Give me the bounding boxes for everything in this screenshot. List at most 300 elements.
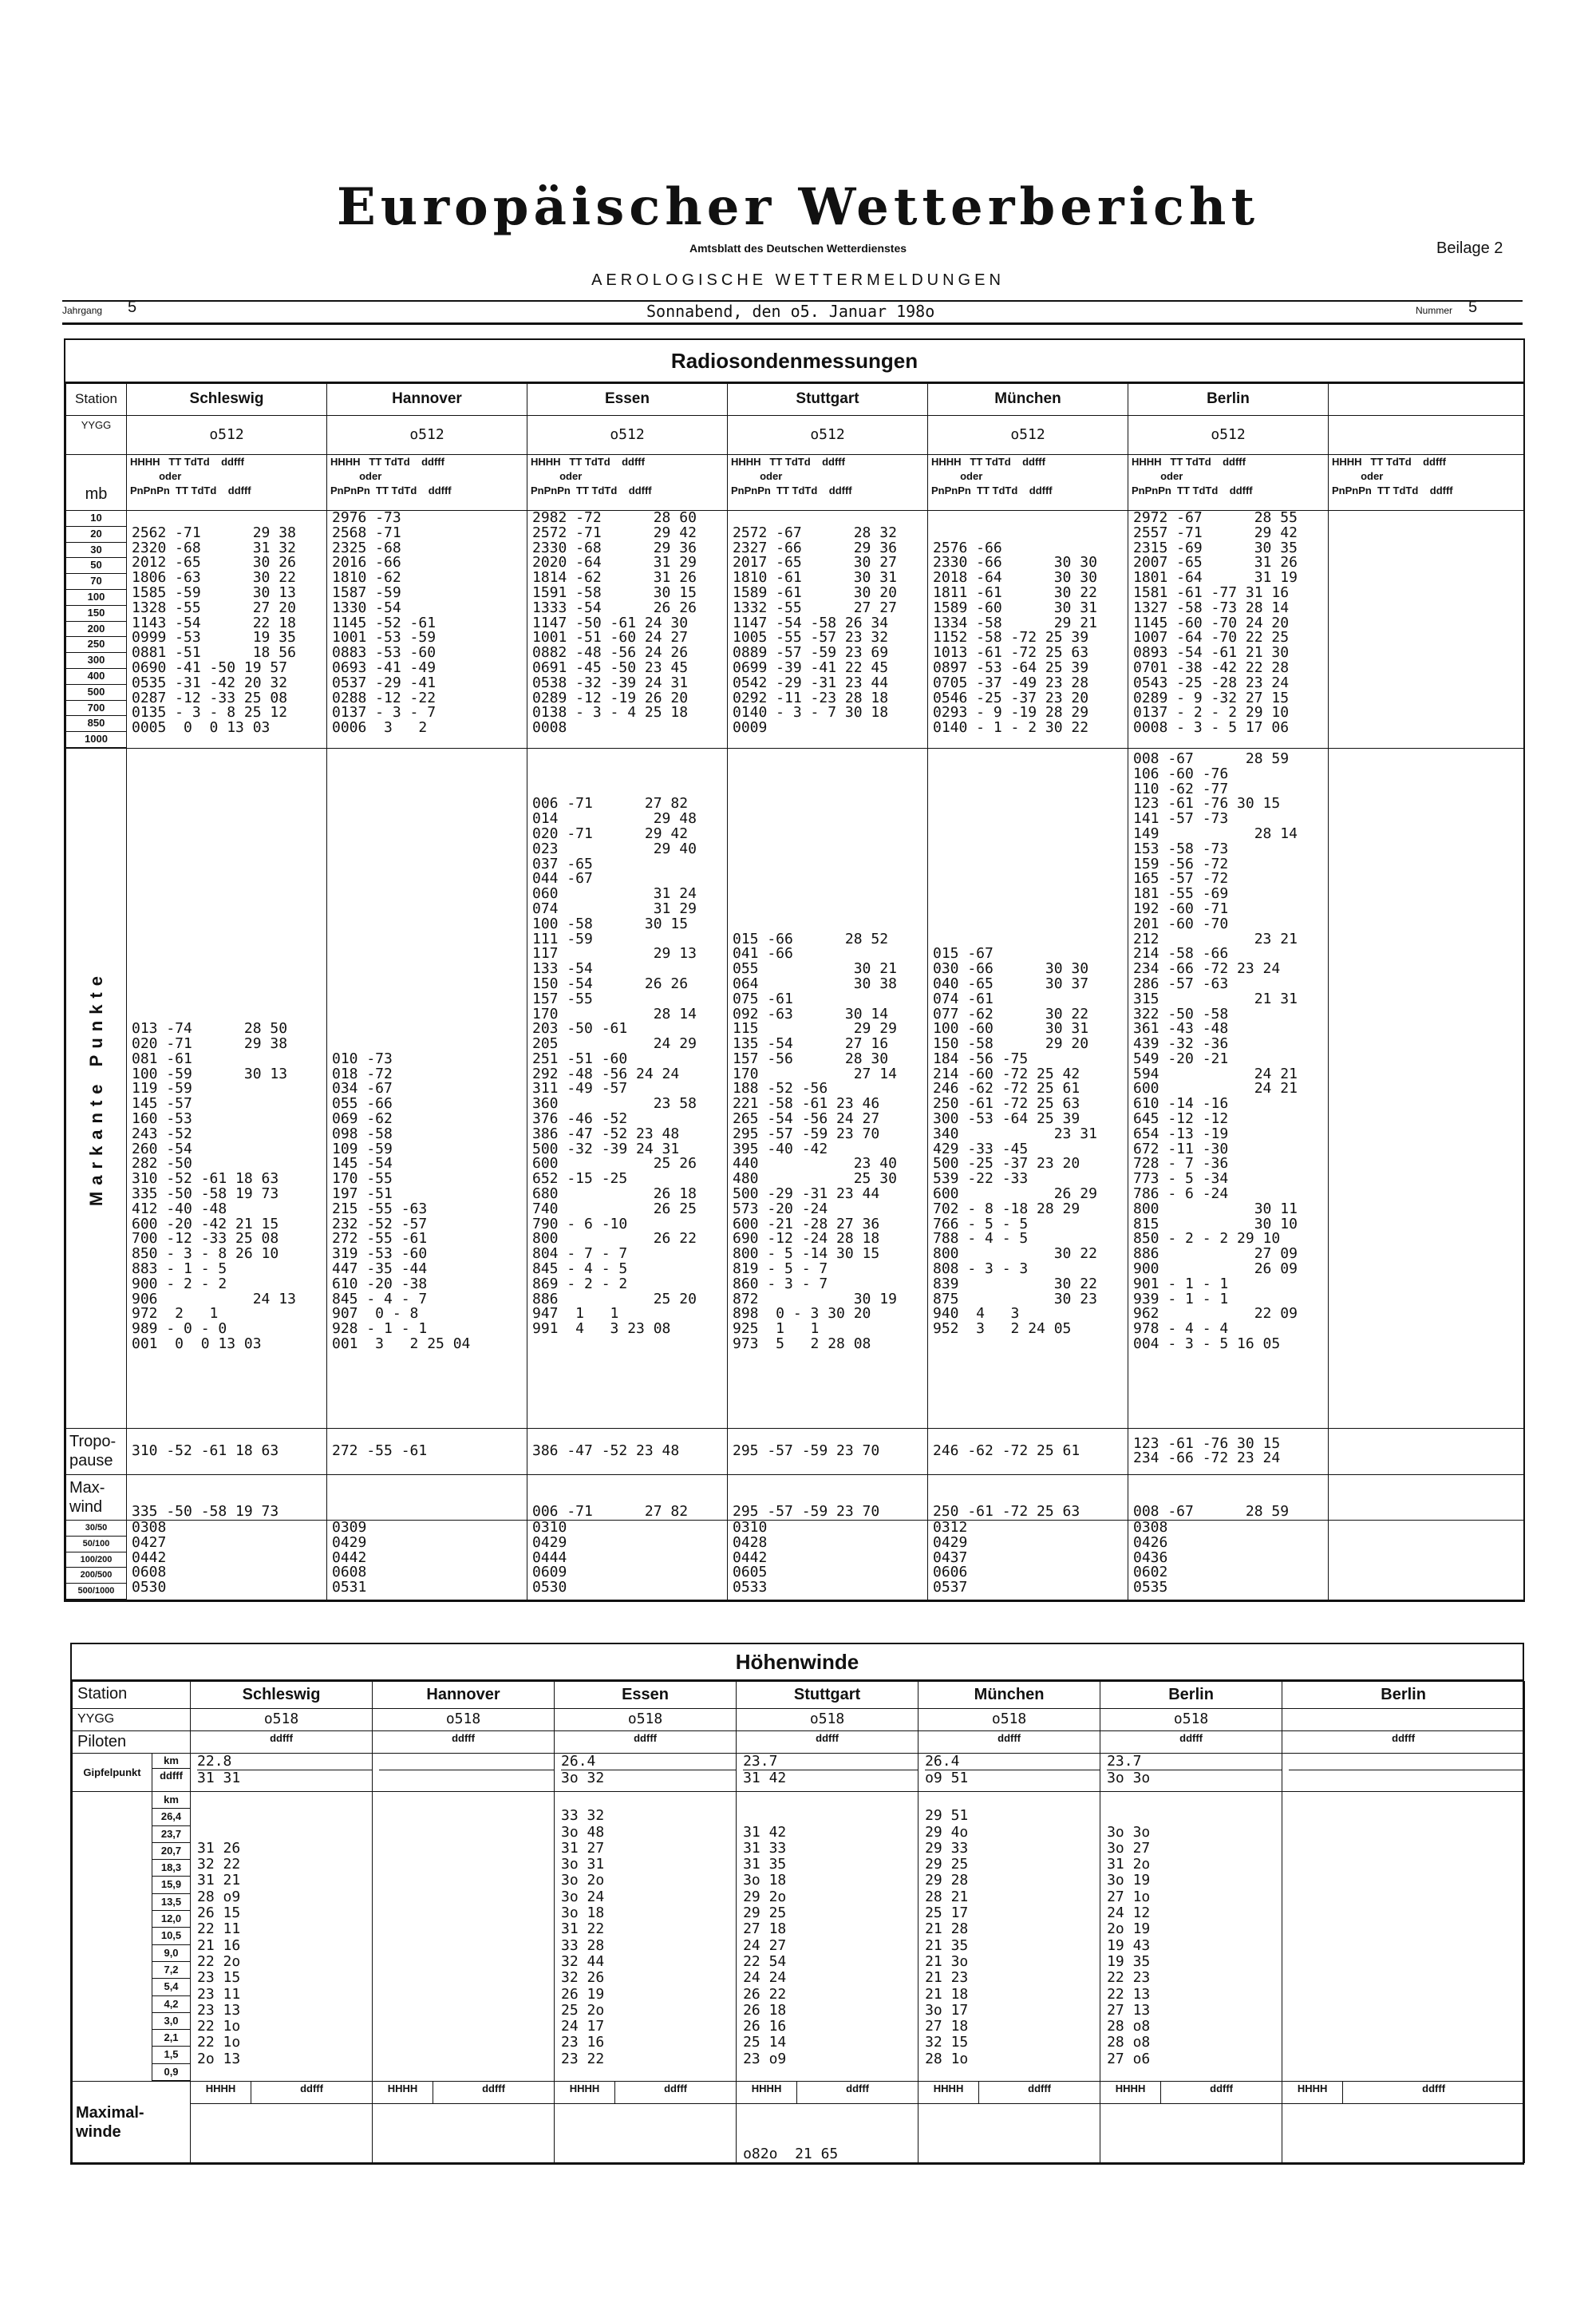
list-line: 27 13 bbox=[1107, 2001, 1151, 2019]
list-line: 1007 -64 -70 22 25 bbox=[1133, 629, 1290, 647]
list-line: 0437 bbox=[933, 1548, 968, 1566]
shear-values bbox=[728, 1520, 928, 1600]
list-line: 23 o9 bbox=[743, 2050, 787, 2067]
list-line bbox=[332, 797, 527, 812]
mb-label bbox=[66, 455, 127, 511]
column-header-line: PnPnPn TT TdTd ddfff bbox=[330, 485, 452, 496]
column-header-line: HHHH TT TdTd ddfff bbox=[931, 456, 1045, 468]
list-line: 0006 3 2 bbox=[332, 719, 428, 737]
km-level-list bbox=[152, 1809, 190, 2081]
list-line: 0008 - 3 - 5 17 06 bbox=[1133, 719, 1290, 737]
list-line: 18,3 bbox=[152, 1860, 190, 1877]
list-line: 1145 -52 -61 bbox=[332, 614, 437, 631]
list-line: 9,0 bbox=[152, 1945, 190, 1962]
list-line: 1330 -54 bbox=[332, 599, 401, 616]
list-line: 170 -55 bbox=[332, 1170, 393, 1188]
list-line bbox=[132, 827, 326, 842]
maxwind-header-row bbox=[73, 2082, 1525, 2104]
list-line: 201 -60 -70 bbox=[1133, 915, 1229, 932]
list-line: 32 15 bbox=[925, 2034, 969, 2051]
list-line: 1013 -61 -72 25 63 bbox=[933, 644, 1089, 662]
mb-text: mb bbox=[85, 485, 108, 503]
list-line: 0542 -29 -31 23 44 bbox=[733, 674, 889, 691]
list-line: 3o 48 bbox=[561, 1823, 605, 1841]
list-line: 989 - 0 - 0 bbox=[132, 1320, 227, 1338]
gipfel-values bbox=[1100, 1754, 1282, 1792]
station-name bbox=[1329, 384, 1524, 416]
yygg-value: o512 bbox=[728, 416, 928, 455]
list-line: 21 23 bbox=[925, 1969, 969, 1987]
list-line: 50 bbox=[66, 558, 126, 574]
header-rule-bottom bbox=[62, 322, 1523, 325]
list-line: 149 28 14 bbox=[1133, 825, 1298, 842]
list-line: 883 - 1 - 5 bbox=[132, 1260, 227, 1278]
list-line: 300 -53 -64 25 39 bbox=[933, 1110, 1080, 1128]
hw-station-name: Schleswig bbox=[191, 1682, 373, 1709]
list-line: 3,0 bbox=[152, 2013, 190, 2030]
list-line: 27 18 bbox=[743, 1920, 787, 1938]
list-line: 0428 bbox=[733, 1533, 768, 1551]
list-line: 28 o8 bbox=[1107, 2034, 1151, 2051]
list-line: 322 -50 -58 bbox=[1133, 1005, 1229, 1022]
list-line: 3o 27 bbox=[1107, 1839, 1151, 1857]
list-line: 282 -50 bbox=[132, 1155, 192, 1173]
list-line: 1581 -61 -77 31 16 bbox=[1133, 583, 1290, 601]
list-line: 31 27 bbox=[561, 1839, 605, 1857]
shear-values bbox=[928, 1520, 1128, 1600]
list-line: 1589 -60 30 31 bbox=[933, 599, 1097, 616]
list-line: 203 -50 -61 bbox=[532, 1020, 628, 1038]
gipfel-km bbox=[379, 1754, 554, 1770]
list-line bbox=[132, 962, 326, 977]
gipfel-values bbox=[737, 1754, 918, 1792]
list-line: 898 0 - 3 30 20 bbox=[733, 1305, 871, 1323]
marked-points-label-cell bbox=[66, 748, 127, 1428]
list-line: 2330 -68 29 36 bbox=[532, 539, 697, 556]
tropopause-value: 295 -57 -59 23 70 bbox=[728, 1428, 928, 1474]
list-line: 22 1o bbox=[197, 2034, 241, 2051]
list-line: 170 27 14 bbox=[733, 1065, 897, 1082]
gipfel-ddfff: 3o 3o bbox=[1107, 1770, 1151, 1787]
list-line: 600 -20 -42 21 15 bbox=[132, 1215, 279, 1232]
list-line: 0292 -11 -23 28 18 bbox=[733, 689, 889, 706]
list-line bbox=[332, 812, 527, 827]
list-line: 0140 - 1 - 2 30 22 bbox=[933, 719, 1089, 737]
list-line bbox=[332, 827, 527, 842]
marked-points-label: Markante Punkte bbox=[85, 970, 106, 1207]
gipfel-ddfff bbox=[379, 1770, 554, 1786]
list-line: 074 -61 bbox=[933, 990, 994, 1007]
standard-level-values bbox=[1329, 511, 1524, 749]
list-line: 1811 -61 30 22 bbox=[933, 583, 1097, 601]
column-header-line: PnPnPn TT TdTd ddfff bbox=[1332, 485, 1453, 496]
list-line: 907 0 - 8 bbox=[332, 1305, 419, 1323]
list-line bbox=[132, 872, 326, 887]
list-line: 3o 31 bbox=[561, 1856, 605, 1873]
list-line: 30/50 bbox=[66, 1521, 126, 1537]
list-line: 2982 -72 28 60 bbox=[532, 510, 697, 526]
list-line: 962 22 09 bbox=[1133, 1305, 1298, 1323]
list-line: 447 -35 -44 bbox=[332, 1260, 428, 1278]
list-line: 15,9 bbox=[152, 1877, 190, 1893]
list-line: 117 29 13 bbox=[532, 945, 697, 963]
list-line: 680 26 18 bbox=[532, 1185, 697, 1203]
list-line: 690 -12 -24 28 18 bbox=[733, 1230, 880, 1248]
gipfel-ddfff: 3o 32 bbox=[561, 1770, 605, 1787]
list-line: 600 -21 -28 27 36 bbox=[733, 1215, 880, 1232]
list-line: 1801 -64 31 19 bbox=[1133, 569, 1298, 587]
list-line bbox=[733, 917, 927, 932]
gipfel-values bbox=[191, 1754, 373, 1792]
list-line: 600 24 21 bbox=[1133, 1080, 1298, 1098]
tropopause-text: Tropo- pause bbox=[69, 1432, 117, 1469]
radiosonde-table bbox=[65, 383, 1524, 1600]
list-line bbox=[933, 511, 1128, 526]
list-line: 1810 -61 30 31 bbox=[733, 569, 897, 587]
list-line bbox=[132, 767, 326, 782]
list-line: 839 30 22 bbox=[933, 1275, 1097, 1292]
hw-yygg-value: o518 bbox=[918, 1709, 1100, 1731]
list-line: 978 - 4 - 4 bbox=[1133, 1320, 1229, 1338]
list-line: 500 -29 -31 23 44 bbox=[733, 1185, 880, 1203]
ddfff-header: ddfff bbox=[251, 2082, 373, 2104]
gipfel-ddfff: 31 31 bbox=[197, 1770, 241, 1787]
list-line: 0999 -53 19 35 bbox=[132, 629, 296, 647]
list-line: 22 23 bbox=[1107, 1969, 1151, 1987]
column-header-line: HHHH TT TdTd ddfff bbox=[1132, 456, 1246, 468]
list-line bbox=[332, 752, 527, 767]
hw-yygg-value: o518 bbox=[191, 1709, 373, 1731]
wind-value-list bbox=[1107, 1808, 1282, 2067]
list-line: 2572 -67 28 32 bbox=[733, 524, 897, 541]
list-line: 0535 bbox=[1133, 1579, 1168, 1596]
ddfff-header: ddfff bbox=[1100, 1731, 1282, 1754]
list-line bbox=[933, 902, 1128, 917]
list-line: 0606 bbox=[933, 1564, 968, 1581]
list-line bbox=[379, 1987, 554, 2003]
list-line: 100 bbox=[66, 590, 126, 606]
list-line bbox=[332, 977, 527, 992]
list-line bbox=[132, 902, 326, 917]
list-line: 0546 -25 -37 23 20 bbox=[933, 689, 1089, 706]
list-line: 28 o9 bbox=[197, 1888, 241, 1905]
list-line: 100 -60 30 31 bbox=[933, 1020, 1089, 1038]
list-line: 973 5 2 28 08 bbox=[733, 1335, 871, 1353]
gipfel-km: 26.4 bbox=[561, 1754, 736, 1770]
list-line bbox=[733, 842, 927, 857]
list-line: 1334 -58 29 21 bbox=[933, 614, 1097, 631]
list-line: 1585 -59 30 13 bbox=[132, 583, 296, 601]
list-line bbox=[733, 812, 927, 827]
list-line: 3o 2o bbox=[561, 1872, 605, 1889]
list-line: 22 2o bbox=[197, 1952, 241, 1970]
list-line bbox=[379, 2003, 554, 2019]
list-line bbox=[379, 1970, 554, 1986]
page-subtitle: Amtsblatt des Deutschen Wetterdienstes bbox=[689, 242, 907, 255]
gipfel-km-label: km bbox=[152, 1754, 190, 1769]
ddfff-header: ddfff bbox=[1161, 2082, 1282, 2104]
yygg-value: o512 bbox=[327, 416, 527, 455]
list-line: 872 30 19 bbox=[733, 1290, 897, 1307]
nummer-label: Nummer bbox=[1416, 305, 1453, 316]
list-line: 886 25 20 bbox=[532, 1290, 697, 1307]
jahrgang-value: 5 bbox=[128, 299, 137, 316]
list-line: 165 -57 -72 bbox=[1133, 870, 1229, 888]
list-line: 100 -59 30 13 bbox=[132, 1065, 288, 1082]
list-line: 037 -65 bbox=[532, 855, 593, 872]
maxwind-label bbox=[66, 1474, 127, 1520]
list-line: 429 -33 -45 bbox=[933, 1140, 1029, 1157]
gipfel-km bbox=[1289, 1754, 1524, 1770]
list-line: 29 25 bbox=[925, 1856, 969, 1873]
list-line: 0609 bbox=[532, 1564, 567, 1581]
list-line: 311 -49 -57 bbox=[532, 1080, 628, 1098]
list-line: 869 - 2 - 2 bbox=[532, 1275, 628, 1292]
list-line bbox=[332, 962, 527, 977]
list-line: 075 -61 bbox=[733, 990, 793, 1007]
list-line: 0530 bbox=[532, 1579, 567, 1596]
list-line: 0309 bbox=[332, 1520, 367, 1536]
maxwind-text: Max- wind bbox=[69, 1478, 105, 1516]
list-line: 886 27 09 bbox=[1133, 1245, 1298, 1263]
list-line: 26 22 bbox=[743, 1985, 787, 2003]
list-line: 055 -66 bbox=[332, 1095, 393, 1113]
max-wind-value: o82o 21 65 bbox=[737, 2104, 918, 2163]
yygg-value bbox=[1329, 416, 1524, 455]
list-line: 2972 -67 28 55 bbox=[1133, 510, 1298, 526]
list-line: 25 14 bbox=[743, 2034, 787, 2051]
marked-points-values bbox=[1128, 748, 1329, 1428]
page-title: Europäischer Wetterbericht bbox=[337, 177, 1259, 237]
wind-values bbox=[737, 1792, 918, 2082]
list-line: 200/500 bbox=[66, 1568, 126, 1584]
list-line: 2o 19 bbox=[1107, 1920, 1151, 1938]
list-line bbox=[733, 767, 927, 782]
list-line: 295 -57 -59 23 70 bbox=[733, 1125, 880, 1142]
list-line bbox=[132, 887, 326, 902]
list-line: 21 35 bbox=[925, 1936, 969, 1954]
list-line: 645 -12 -12 bbox=[1133, 1110, 1229, 1128]
list-line bbox=[733, 887, 927, 902]
gipfel-ddfff: 31 42 bbox=[743, 1770, 787, 1787]
list-line: 0701 -38 -42 22 28 bbox=[1133, 659, 1290, 676]
list-line: 10 bbox=[66, 511, 126, 527]
list-line bbox=[733, 511, 927, 526]
list-line: 27 18 bbox=[925, 2018, 969, 2035]
hhhh-header: HHHH bbox=[1282, 2082, 1343, 2104]
list-line: 040 -65 30 37 bbox=[933, 975, 1089, 992]
list-line: 23 15 bbox=[197, 1969, 241, 1987]
list-line: 008 -67 28 59 bbox=[1133, 750, 1290, 767]
column-header-line: PnPnPn TT TdTd ddfff bbox=[731, 485, 852, 496]
standard-level-values bbox=[1128, 511, 1329, 749]
list-line: 0605 bbox=[733, 1564, 768, 1581]
list-line: 3o 17 bbox=[925, 2001, 969, 2019]
list-line: 020 -71 29 42 bbox=[532, 825, 689, 842]
issue-date: Sonnabend, den o5. Januar 198o bbox=[646, 302, 935, 321]
list-line: 940 4 3 bbox=[933, 1305, 1020, 1323]
hw-yygg-value: o518 bbox=[555, 1709, 737, 1731]
max-wind-value bbox=[1282, 2104, 1525, 2163]
list-line: 2018 -64 30 30 bbox=[933, 569, 1097, 587]
list-line: 22 11 bbox=[197, 1920, 241, 1938]
max-wind-value bbox=[918, 2104, 1100, 2163]
piloten-label: Piloten bbox=[73, 1731, 191, 1754]
list-line: 0312 bbox=[933, 1520, 968, 1536]
list-line: 766 - 5 - 5 bbox=[933, 1215, 1029, 1232]
list-line: 29 33 bbox=[925, 1839, 969, 1857]
list-line bbox=[933, 752, 1128, 767]
gipfel-values bbox=[555, 1754, 737, 1792]
column-header-oder: oder bbox=[531, 470, 583, 482]
list-line bbox=[332, 872, 527, 887]
radiosonde-panel bbox=[64, 338, 1525, 1602]
list-line: 221 -58 -61 23 46 bbox=[733, 1095, 880, 1113]
station-name: Berlin bbox=[1128, 384, 1329, 416]
list-line: 286 -57 -63 bbox=[1133, 975, 1229, 992]
hw-station-name: Berlin bbox=[1282, 1682, 1525, 1709]
column-header bbox=[327, 455, 527, 511]
list-line bbox=[332, 932, 527, 947]
list-line: 145 -57 bbox=[132, 1095, 192, 1113]
list-line: 0693 -41 -49 bbox=[332, 659, 437, 676]
list-line: 069 -62 bbox=[332, 1110, 393, 1128]
list-line: 3o 24 bbox=[561, 1888, 605, 1905]
list-line bbox=[379, 1841, 554, 1857]
gipfel-sub-labels bbox=[152, 1754, 191, 1792]
shear-values bbox=[1329, 1520, 1524, 1600]
list-line bbox=[733, 872, 927, 887]
list-line: 0538 -32 -39 24 31 bbox=[532, 674, 689, 691]
list-line: 041 -66 bbox=[733, 945, 793, 963]
yygg-value: o512 bbox=[1128, 416, 1329, 455]
list-line: 0308 bbox=[132, 1520, 167, 1536]
column-header-line: HHHH TT TdTd ddfff bbox=[531, 456, 645, 468]
list-line: 2315 -69 30 35 bbox=[1133, 539, 1298, 556]
list-line: 1591 -58 30 15 bbox=[532, 583, 697, 601]
list-line: 0137 - 3 - 7 bbox=[332, 704, 437, 722]
list-line: 32 22 bbox=[197, 1856, 241, 1873]
list-line: 074 31 29 bbox=[532, 900, 697, 917]
list-line: 0293 - 9 -19 28 29 bbox=[933, 704, 1089, 722]
list-line: 0287 -12 -33 25 08 bbox=[132, 689, 288, 706]
column-header bbox=[127, 455, 327, 511]
list-line: 212 23 21 bbox=[1133, 930, 1298, 947]
list-line: 20,7 bbox=[152, 1843, 190, 1860]
hw-station-name: Berlin bbox=[1100, 1682, 1282, 1709]
column-header-oder: oder bbox=[130, 470, 182, 482]
section-heading: AEROLOGISCHE WETTERMELDUNGEN bbox=[591, 271, 1005, 289]
hw-yygg-value: o518 bbox=[737, 1709, 918, 1731]
list-line bbox=[379, 1905, 554, 1921]
list-line: 28 o8 bbox=[1107, 2018, 1151, 2035]
jahrgang-label: Jahrgang bbox=[62, 305, 103, 316]
tropopause-value bbox=[1329, 1428, 1524, 1474]
list-line: 181 -55 -69 bbox=[1133, 885, 1229, 903]
list-line bbox=[332, 902, 527, 917]
standard-levels bbox=[66, 511, 127, 749]
list-line bbox=[933, 767, 1128, 782]
ddfff-header: ddfff bbox=[555, 1731, 737, 1754]
tropopause-label bbox=[66, 1428, 127, 1474]
column-header bbox=[928, 455, 1128, 511]
list-line bbox=[332, 767, 527, 782]
marked-points-values bbox=[728, 748, 928, 1428]
list-line: 790 - 6 -10 bbox=[532, 1215, 628, 1232]
list-line: 3o 18 bbox=[743, 1872, 787, 1889]
list-line bbox=[332, 947, 527, 962]
list-line: 1147 -54 -58 26 34 bbox=[733, 614, 889, 631]
list-line: 22 13 bbox=[1107, 1985, 1151, 2003]
list-line: 055 30 21 bbox=[733, 960, 897, 978]
list-line: 27 1o bbox=[1107, 1888, 1151, 1905]
list-line: 1005 -55 -57 23 32 bbox=[733, 629, 889, 647]
ddfff-header: ddfff bbox=[979, 2082, 1100, 2104]
list-line: 0881 -51 18 56 bbox=[132, 644, 296, 662]
list-line: 700 bbox=[66, 701, 126, 717]
gipfel-values bbox=[373, 1754, 555, 1792]
hhhh-header: HHHH bbox=[373, 2082, 433, 2104]
nummer-value: 5 bbox=[1468, 299, 1478, 316]
list-line: 0137 - 2 - 2 29 10 bbox=[1133, 704, 1290, 722]
list-line bbox=[379, 1825, 554, 1841]
list-line bbox=[379, 2019, 554, 2035]
list-line: 2007 -65 31 26 bbox=[1133, 554, 1298, 572]
list-line bbox=[332, 887, 527, 902]
list-line: 010 -73 bbox=[332, 1050, 393, 1067]
gipfel-km: 23.7 bbox=[1107, 1754, 1282, 1770]
list-line: 1147 -50 -61 24 30 bbox=[532, 614, 689, 631]
list-line: 29 25 bbox=[743, 1904, 787, 1922]
column-header-line: PnPnPn TT TdTd ddfff bbox=[130, 485, 251, 496]
list-line: 31 33 bbox=[743, 1839, 787, 1857]
list-line: 24 17 bbox=[561, 2018, 605, 2035]
list-line: 22 1o bbox=[197, 2018, 241, 2035]
list-line: 315 21 31 bbox=[1133, 990, 1298, 1007]
list-line: 740 26 25 bbox=[532, 1200, 697, 1217]
list-line: 29 51 bbox=[925, 1807, 969, 1825]
shear-values bbox=[127, 1520, 327, 1600]
list-line bbox=[332, 1007, 527, 1022]
list-line: 250 -61 -72 25 63 bbox=[933, 1095, 1080, 1113]
list-line: 0009 bbox=[733, 719, 768, 737]
list-line: 133 -54 bbox=[532, 960, 593, 978]
list-line bbox=[379, 1808, 554, 1824]
list-line: 3o 18 bbox=[561, 1904, 605, 1922]
list-line: 573 -20 -24 bbox=[733, 1200, 828, 1217]
shear-values bbox=[1128, 1520, 1329, 1600]
list-line: 2568 -71 bbox=[332, 524, 401, 541]
maxwind-value: 295 -57 -59 23 70 bbox=[728, 1474, 928, 1520]
list-line bbox=[933, 857, 1128, 872]
list-line: 081 -61 bbox=[132, 1050, 192, 1067]
hhhh-header: HHHH bbox=[555, 2082, 615, 2104]
list-line: 1152 -58 -72 25 39 bbox=[933, 629, 1089, 647]
list-line: 412 -40 -48 bbox=[132, 1200, 227, 1217]
list-line: 875 30 23 bbox=[933, 1290, 1097, 1307]
list-line: 21 3o bbox=[925, 1952, 969, 1970]
list-line: 2572 -71 29 42 bbox=[532, 524, 697, 541]
max-wind-value bbox=[555, 2104, 737, 2163]
list-line: 850 bbox=[66, 716, 126, 732]
list-line: 800 - 5 -14 30 15 bbox=[733, 1245, 880, 1263]
list-line: 265 -54 -56 24 27 bbox=[733, 1110, 880, 1128]
marked-points-values bbox=[327, 748, 527, 1428]
maximalwinde-text: Maximal- winde bbox=[76, 2103, 144, 2141]
list-line: 215 -55 -63 bbox=[332, 1200, 428, 1217]
list-line: 850 - 3 - 8 26 10 bbox=[132, 1245, 279, 1263]
maxwind-value: 008 -67 28 59 bbox=[1128, 1474, 1329, 1520]
